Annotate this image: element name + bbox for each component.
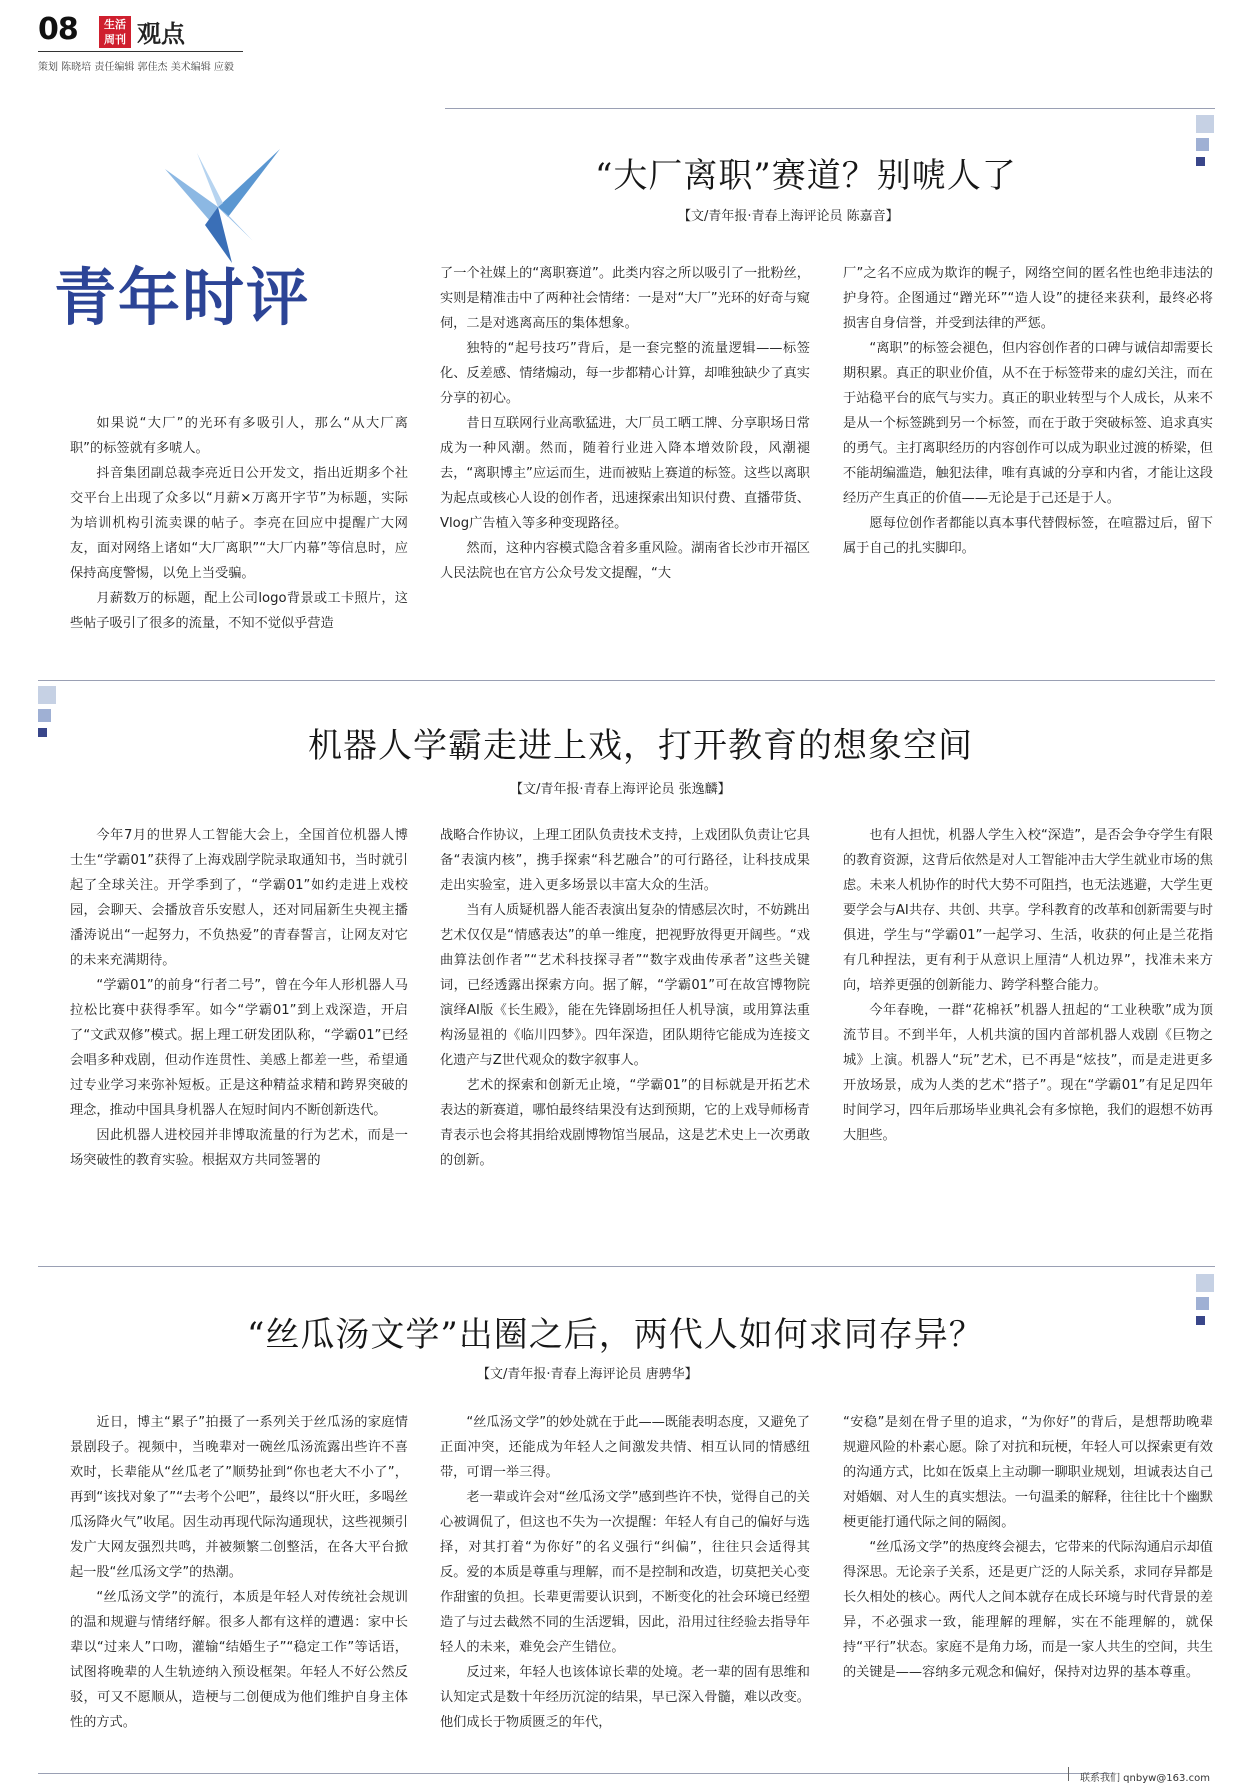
paragraph: 抖音集团副总裁李亮近日公开发文，指出近期多个社交平台上出现了众多以“月薪×万离开字节”为标题，实际为培训机构引流卖课的帖子。李亮在回应中提醒广大网友，面对网络上诸如“大厂离职”“大厂内幕”等信息时，应保持高度警惕，以免上当受骗。 [70, 466, 408, 581]
article-1-column-2 [440, 261, 810, 586]
decor-square [1196, 1274, 1214, 1292]
paragraph: “丝瓜汤文学”的流行，本质是年轻人对传统社会规训的温和规避与情绪纾解。很多人都有这样的遭遇：家中长辈以“过来人”口吻，灌输“结婚生子”“稳定工作”等话语，试图将晚辈的人生轨迹纳入预设框架。年轻人不好公然反驳，可又不愿顺从，造梗与二创便成为他们维护自身主体性的方式。 [70, 1590, 408, 1730]
paragraph: “丝瓜汤文学”的热度终会褪去，它带来的代际沟通启示却值得深思。无论亲子关系，还是更广泛的人际关系，求同存异都是长久相处的核心。两代人之间本就存在成长环境与时代背景的差异，不必强求一致，能理解的理解，实在不能理解的，就保持“平行”状态。家庭不是角力场，而是一家人共生的空间，共生的关键是——容纳多元观念和偏好，保持对边界的基本尊重。 [843, 1540, 1213, 1680]
decor-square [1196, 1297, 1209, 1310]
paragraph: 独特的“起号技巧”背后，是一套完整的流量逻辑——标签化、反差感、情绪煽动，每一步都精心计算，却唯独缺少了真实分享的初心。 [440, 341, 810, 406]
article-2-column-3 [843, 823, 1213, 1148]
article-3-column-2 [440, 1410, 810, 1735]
paragraph: 艺术的探索和创新无止境，“学霸01”的目标就是开拓艺术表达的新赛道，哪怕最终结果没有达到预期，它的上戏导师杨青青表示也会将其捐给戏剧博物馆当展品，这是艺术史上一次勇敢的创新。 [440, 1078, 810, 1168]
paragraph: 因此机器人进校园并非博取流量的行为艺术，而是一场突破性的教育实验。根据双方共同签署的 [70, 1128, 408, 1168]
decor-square [38, 686, 56, 704]
footer-rule [38, 1773, 1114, 1774]
paragraph: 当有人质疑机器人能否表演出复杂的情感层次时，不妨跳出艺术仅仅是“情感表达”的单一维度，把视野放得更开阔些。“戏曲算法创作者”“艺术科技探寻者”“数字戏曲传承者”这些关键词，已经透露出探索方向。据了解，“学霸01”可在故宫博物院演绎AI版《长生殿》，能在先锋剧场担任人机导演，或用算法重构汤显祖的《临川四梦》。四年深造，团队期待它能成为连接文化遗产与Z世代观众的数字叙事人。 [440, 903, 810, 1068]
article-3-column-1 [70, 1410, 408, 1735]
column-logo: 青年时评 [54, 261, 311, 334]
article-2-byline: 【文/青年报·青春上海评论员 张逸麟】 [510, 782, 731, 797]
section-rule-2 [38, 680, 1215, 681]
decor-square [38, 728, 47, 737]
paragraph: “离职”的标签会褪色，但内容创作者的口碑与诚信却需要长期积累。真正的职业价值，从不在于标签带来的虚幻关注，而在于站稳平台的底气与实力。真正的职业转型与个人成长，从来不是从一个标签跳到另一个标签，而在于敢于突破标签、追求真实的勇气。主打离职经历的内容创作可以成为职业过渡的桥梁，但不能胡编滥造，触犯法律，唯有真诚的分享和内省，才能让这段经历产生真正的价值——无论是于己还是于人。 [843, 341, 1213, 506]
star-logo-icon [135, 145, 285, 265]
decor-square [38, 709, 51, 722]
footer-divider [1068, 1767, 1069, 1781]
section-title: 观点 [137, 20, 185, 48]
contact-email[interactable]: 联系我们 qnbyw@163.com [1080, 1773, 1210, 1784]
paragraph: 愿每位创作者都能以真本事代替假标签，在喧嚣过后，留下属于自己的扎实脚印。 [843, 516, 1213, 556]
paragraph: “丝瓜汤文学”的妙处就在于此——既能表明态度，又避免了正面冲突，还能成为年轻人之间激发共情、相互认同的情感纽带，可谓一举三得。 [440, 1415, 810, 1480]
article-2-title: 机器人学霸走进上戏，打开教育的想象空间 [308, 726, 973, 766]
paragraph: 月薪数万的标题，配上公司logo背景或工卡照片，这些帖子吸引了很多的流量，不知不觉似乎营造 [70, 591, 408, 631]
page-number: 08 [38, 12, 78, 47]
decor-square [1196, 157, 1205, 166]
section-rule-3 [38, 1266, 1215, 1267]
decor-square [1196, 138, 1209, 151]
paragraph: 然而，这种内容模式隐含着多重风险。湖南省长沙市开福区人民法院也在官方公众号发文提醒，“大 [440, 541, 810, 581]
paragraph: 今年春晚，一群“花棉袄”机器人扭起的“工业秧歌”成为顶流节目。不到半年，人机共演的国内首部机器人戏剧《巨物之城》上演。机器人“玩”艺术，已不再是“炫技”，而是走进更多开放场景，成为人类的艺术“搭子”。现在“学霸01”有足足四年时间学习，四年后那场毕业典礼会有多惊艳，我们的遐想不妨再大胆些。 [843, 1003, 1213, 1143]
article-1-title: “大厂离职”赛道？别唬人了 [595, 156, 1017, 196]
paragraph: 如果说“大厂”的光环有多吸引人，那么“从大厂离职”的标签就有多唬人。 [70, 416, 408, 456]
paragraph: “学霸01”的前身“行者二号”，曾在今年人形机器人马拉松比赛中获得季军。如今“学霸01”到上戏深造，开启了“文武双修”模式。据上理工研发团队称，“学霸01”已经会唱多种戏剧，但动作连贯性、美感上都差一些，希望通过专业学习来弥补短板。正是这种精益求精和跨界突破的理念，推动中国具身机器人在短时间内不断创新迭代。 [70, 978, 408, 1118]
publication-logo: 生活周刊 [99, 16, 131, 48]
paragraph: 今年7月的世界人工智能大会上，全国首位机器人博士生“学霸01”获得了上海戏剧学院录取通知书，当时就引起了全球关注。开学季到了，“学霸01”如约走进上戏校园，会聊天、会播放音乐安慰人，还对同届新生央视主播潘涛说出“一起努力，不负热爱”的青春誓言，让网友对它的未来充满期待。 [70, 828, 408, 968]
decor-square [1196, 115, 1214, 133]
paragraph: “安稳”是刻在骨子里的追求，“为你好”的背后，是想帮助晚辈规避风险的朴素心愿。除了对抗和玩梗，年轻人可以探索更有效的沟通方式，比如在饭桌上主动聊一聊职业规划，坦诚表达自己对婚姻、对人生的真实想法。一句温柔的解释，往往比十个幽默梗更能打通代际之间的隔阂。 [843, 1415, 1213, 1530]
paragraph: 昔日互联网行业高歌猛进，大厂员工晒工牌、分享职场日常成为一种风潮。然而，随着行业进入降本增效阶段，风潮褪去，“离职博主”应运而生，进而被贴上赛道的标签。这些以离职为起点或核心人设的创作者，迅速探索出知识付费、直播带货、Vlog广告植入等多种变现路径。 [440, 416, 810, 531]
article-2-column-1 [70, 823, 408, 1173]
article-1-byline: 【文/青年报·青春上海评论员 陈嘉音】 [678, 209, 899, 224]
article-3-title: “丝瓜汤文学”出圈之后，两代人如何求同存异？ [247, 1315, 984, 1355]
decor-square [1196, 1316, 1205, 1325]
article-2-column-2 [440, 823, 810, 1173]
article-1-column-3 [843, 261, 1213, 561]
article-3-column-3 [843, 1410, 1213, 1685]
editor-credits: 策划 陈晓培 责任编辑 郭佳杰 美术编辑 应毅 [38, 62, 234, 73]
paragraph: 反过来，年轻人也该体谅长辈的处境。老一辈的固有思维和认知定式是数十年经历沉淀的结果，早已深入骨髓，难以改变。他们成长于物质匮乏的年代， [440, 1665, 810, 1730]
article-1-column-1 [70, 411, 408, 636]
paragraph: 了一个社媒上的“离职赛道”。此类内容之所以吸引了一批粉丝，实则是精准击中了两种社会情绪：一是对“大厂”光环的好奇与窥伺，二是对逃离高压的集体想象。 [440, 266, 810, 331]
article-3-byline: 【文/青年报·青春上海评论员 唐骋华】 [477, 1367, 698, 1382]
paragraph: 老一辈或许会对“丝瓜汤文学”感到些许不快，觉得自己的关心被调侃了，但这也不失为一次提醒：年轻人有自己的偏好与选择，对其打着“为你好”的名义强行“纠偏”，往往只会适得其反。爱的本质是尊重与理解，而不是控制和改造，切莫把关心变作甜蜜的负担。长辈更需要认识到，不断变化的社会环境已经塑造了与过去截然不同的生活逻辑，因此，沿用过往经验去指导年轻人的未来，难免会产生错位。 [440, 1490, 810, 1655]
paragraph: 厂”之名不应成为欺诈的幌子，网络空间的匿名性也绝非违法的护身符。企图通过“蹭光环”“造人设”的捷径来获利，最终必将损害自身信誉，并受到法律的严惩。 [843, 266, 1213, 331]
section-rule-1 [445, 108, 1215, 109]
paragraph: 战略合作协议，上理工团队负责技术支持，上戏团队负责让它具备“表演内核”，携手探索“科艺融合”的可行路径，让科技成果走出实验室，进入更多场景以丰富大众的生活。 [440, 828, 810, 893]
masthead-rule [38, 51, 243, 52]
paragraph: 近日，博主“累子”拍摄了一系列关于丝瓜汤的家庭情景剧段子。视频中，当晚辈对一碗丝瓜汤流露出些许不喜欢时，长辈能从“丝瓜老了”顺势扯到“你也老大不小了”，再到“该找对象了”“去考个公吧”，最终以“肝火旺，多喝丝瓜汤降火气”收尾。因生动再现代际沟通现状，这些视频引发广大网友强烈共鸣，并被频繁二创整活，在各大平台掀起一股“丝瓜汤文学”的热潮。 [70, 1415, 408, 1580]
paragraph: 也有人担忧，机器人学生入校“深造”，是否会争夺学生有限的教育资源，这背后依然是对人工智能冲击大学生就业市场的焦虑。未来人机协作的时代大势不可阻挡，也无法逃避，大学生更要学会与AI共存、共创、共享。学科教育的改革和创新需要与时俱进，学生与“学霸01”一起学习、生活，收获的何止是兰花指有几种捏法，更有利于从意识上厘清“人机边界”，找准未来方向，培养更强的创新能力、跨学科整合能力。 [843, 828, 1213, 993]
